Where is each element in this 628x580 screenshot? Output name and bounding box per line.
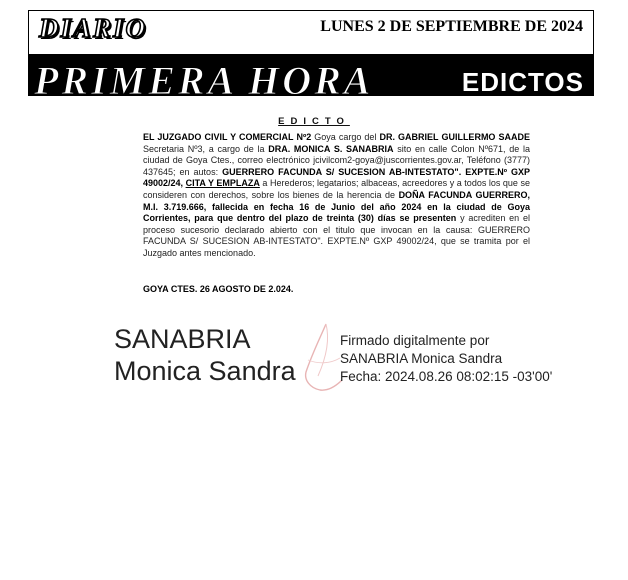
publication-date: LUNES 2 DE SEPTIEMBRE DE 2024 [320,18,583,35]
brand-diario: DIARIO [39,13,148,43]
case-title: GUERRERO FACUNDA S/ SUCESION AB-INTESTATO". EXPTE.Nº GXP 49002/24, [143,166,531,189]
edict-title: EDICTO [278,116,350,127]
text-segment: a Herederos; legatarios; albaceas, acreedores y a todos los que se consideren con derechos, sobre los bienes de la herencia de [143,178,530,200]
header-bar [28,54,594,96]
signer-given-names: Monica Sandra [114,356,296,386]
text-segment: sito en calle Colon Nº671, de la ciudad de Goya Ctes., correo electrónico jcivilcom2-goya@juscorrientes.gov.ar, Teléfono (3777) 437645; en autos: [143,143,530,177]
judge-name: DR. GABRIEL GUILLERMO SAADE [379,132,530,142]
text-segment: Secretaria Nº3, a cargo de la [143,143,269,154]
secretary-name: DRA. MONICA S. SANABRIA [268,143,394,154]
digital-signature-details [340,332,552,386]
header-top-box [28,10,594,56]
deceased-details: DOÑA FACUNDA GUERRERO, M.I. 3.719.666, fallecida en fecha 16 de Junio del año 2024 en la ciudad de Goya Corrientes, para que dentro del plazo de treinta (30) días se presenten [143,189,530,224]
brand-primera-hora: PRIMERA HORA [34,58,374,96]
signature-line-2: SANABRIA Monica Sandra [340,351,503,366]
court-name: EL JUZGADO CIVIL Y COMERCIAL Nº2 [143,132,312,142]
edict-body [143,132,530,260]
edict-closing: GOYA CTES. 26 AGOSTO DE 2.024. [143,284,294,294]
signer-name [114,323,296,387]
summons-phrase: CITA Y EMPLAZA [185,178,260,189]
text-segment: Goya cargo del [311,132,380,142]
section-label: EDICTOS [461,67,584,96]
signer-surname: SANABRIA [114,324,251,354]
signature-line-3: Fecha: 2024.08.26 08:02:15 -03'00' [340,369,553,384]
text-segment: y acrediten en el proceso sucesorio declarado abierto con el titulo que invocan en la causa: GUERRERO FACUNDA S/ SUCESION AB-INTESTATO". EXPTE.Nº GXP 49002/24, que se tramita por el Juzgado antes mencionado. [143,213,530,258]
newspaper-header [28,10,594,96]
signature-line-1: Firmado digitalmente por [340,333,490,348]
